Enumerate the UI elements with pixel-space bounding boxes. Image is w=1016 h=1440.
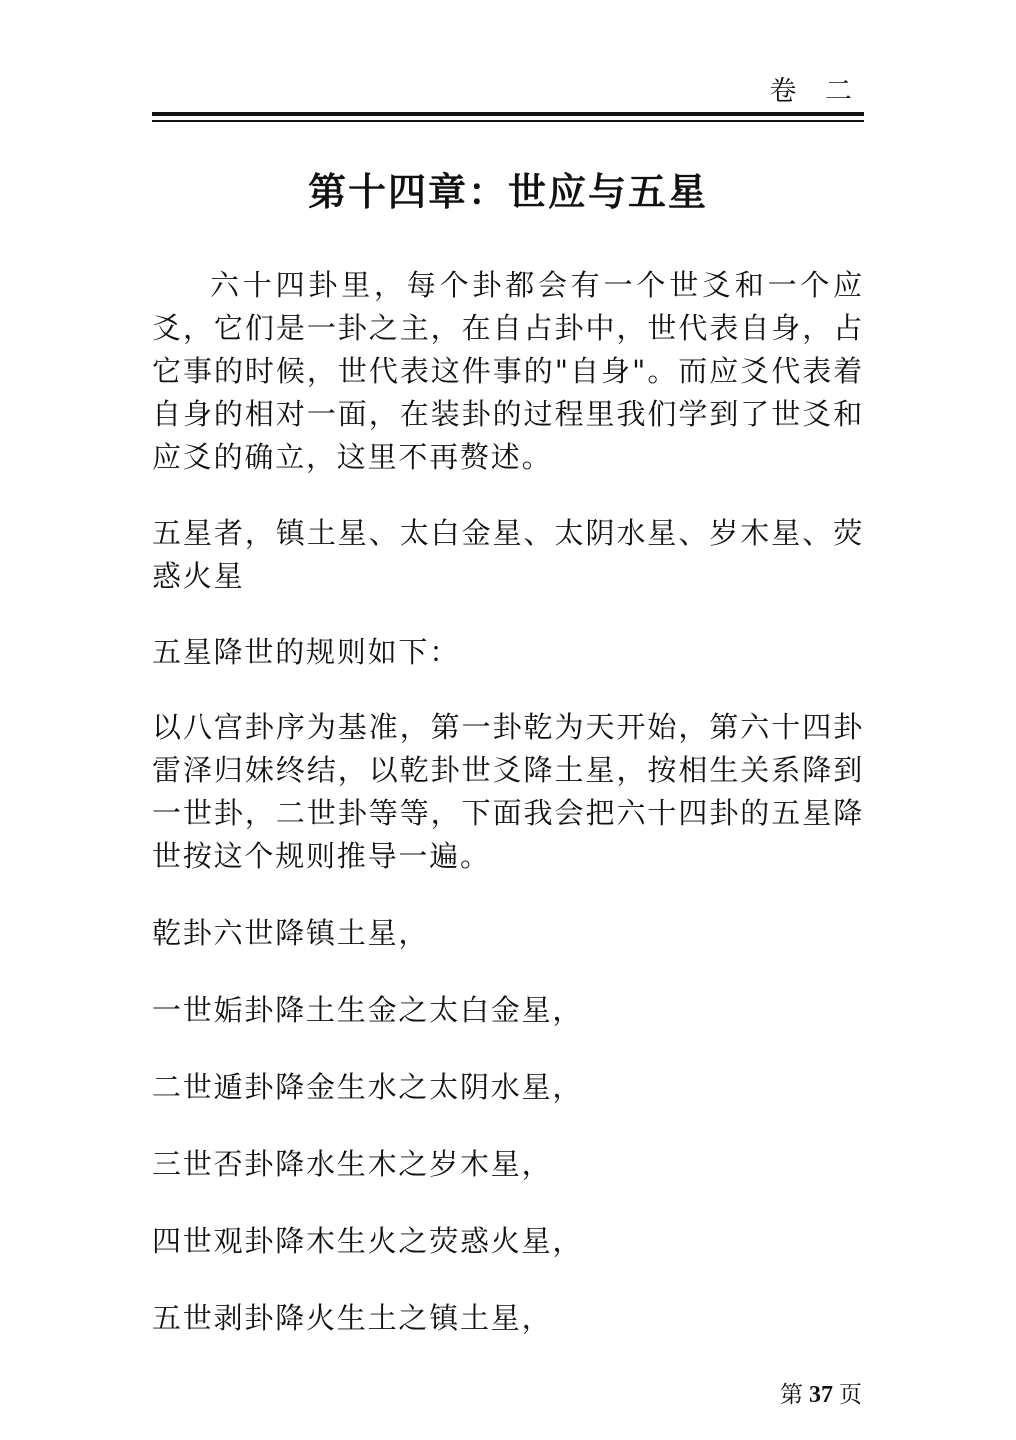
page-number [780, 1379, 862, 1411]
header-rule-thick [152, 112, 864, 116]
body-text [152, 264, 864, 1340]
page-number-prefix: 第 [780, 1382, 803, 1408]
paragraph-intro: 六十四卦里，每个卦都会有一个世爻和一个应爻，它们是一卦之主，在自占卦中，世代表自身，占它事的时候，世代表这件事的"自身"。而应爻代表着自身的相对一面，在装卦的过程里我们学到了世爻和应爻的确立，这里不再赘述。 [152, 268, 864, 474]
line-item: 二世遁卦降金生水之太阴水星， [152, 1070, 584, 1104]
paragraph-rules: 以八宫卦序为基准，第一卦乾为天开始，第六十四卦雷泽归妹终结，以乾卦世爻降土星，按相生关系降到一世卦，二世卦等等，下面我会把六十四卦的五星降世按这个规则推导一遍。 [152, 710, 864, 873]
line-item: 一世姤卦降土生金之太白金星， [152, 993, 584, 1027]
paragraph-rules-heading: 五星降世的规则如下： [152, 635, 461, 669]
header-rule-thin [152, 120, 864, 122]
page-number-value: 37 [809, 1382, 833, 1408]
paragraph-five-stars: 五星者，镇土星、太白金星、太阴水星、岁木星、荧惑火星 [152, 516, 864, 593]
running-header-volume: 卷 二 [769, 76, 862, 107]
line-item: 三世否卦降水生木之岁木星， [152, 1147, 553, 1181]
line-item: 五世剥卦降火生土之镇土星， [152, 1301, 553, 1335]
chapter-title: 第十四章：世应与五星 [307, 169, 708, 214]
line-item: 乾卦六世降镇土星， [152, 916, 430, 950]
page-number-suffix: 页 [839, 1382, 862, 1408]
line-item: 四世观卦降木生火之荧惑火星， [152, 1224, 584, 1258]
